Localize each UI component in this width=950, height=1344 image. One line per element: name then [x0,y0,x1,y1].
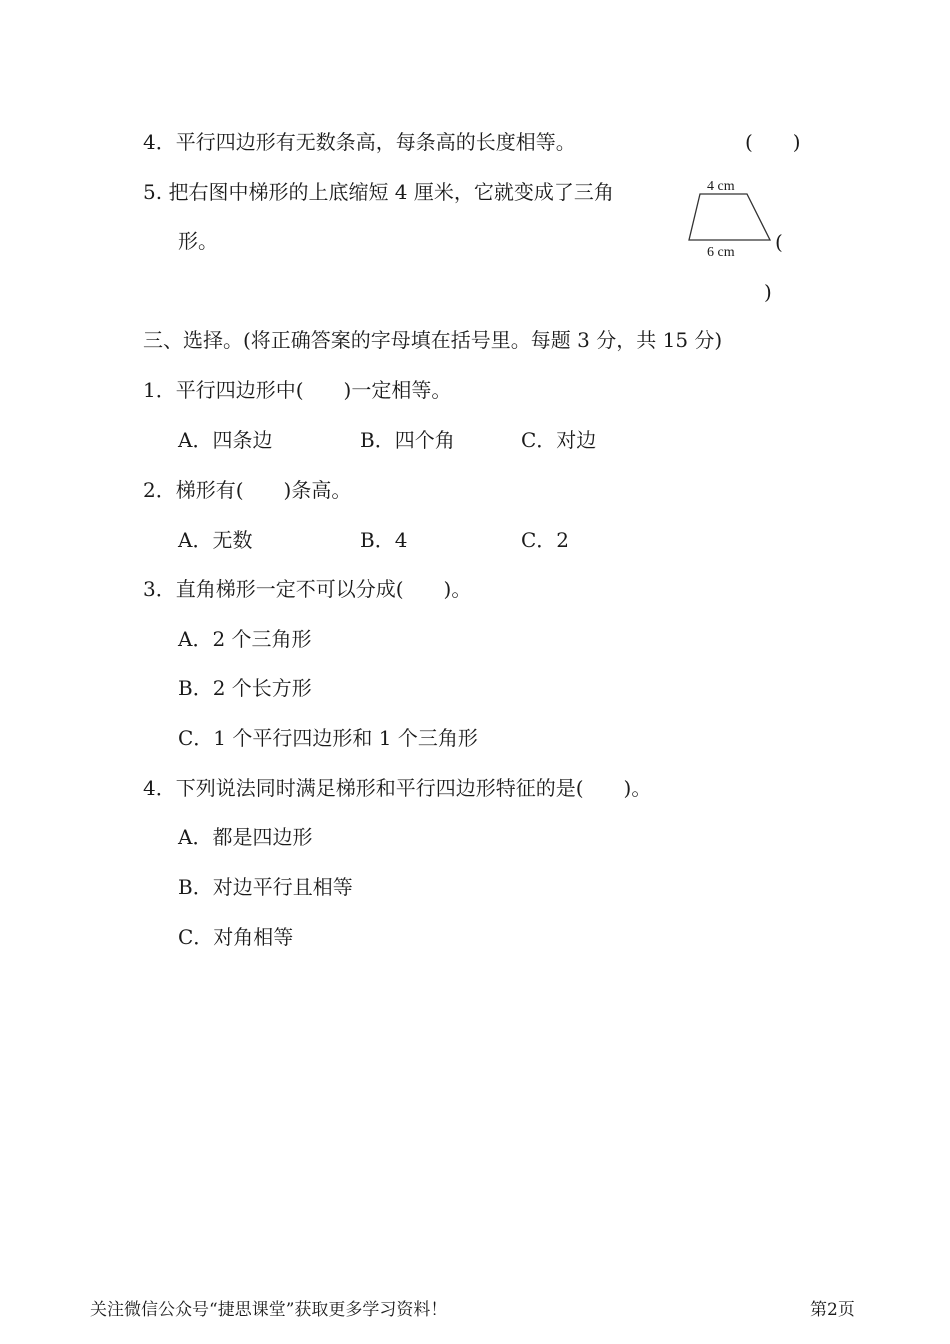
choice-q1-option-b[interactable]: B．四个角 [360,428,455,452]
trapezoid-top-label: 4 cm [707,179,735,194]
choice-q1-option-a[interactable]: A．四条边 [178,428,273,452]
choice-q2-option-b[interactable]: B．4 [360,528,408,552]
trapezoid-bottom-label: 6 cm [707,245,735,260]
footer-promo-text: 关注微信公众号“捷思课堂”获取更多学习资料！ [90,1300,448,1320]
choice-q3-option-c[interactable]: C．1 个平行四边形和 1 个三角形 [178,726,478,750]
choice-q4-stem: 4．下列说法同时满足梯形和平行四边形特征的是( )。 [143,776,652,800]
choice-q2-option-c[interactable]: C．2 [521,528,570,552]
choice-q2-stem: 2．梯形有( )条高。 [143,478,352,502]
choice-q3-stem: 3．直角梯形一定不可以分成( )。 [143,577,472,601]
choice-q3-option-b[interactable]: B．2 个长方形 [178,676,312,700]
choice-q3-option-a[interactable]: A．2 个三角形 [178,627,312,651]
trapezoid-figure [680,172,780,264]
choice-q4-option-c[interactable]: C．对角相等 [178,925,294,949]
choice-q2-option-a[interactable]: A．无数 [178,528,253,552]
page-number: 第2页 [810,1300,855,1320]
choice-q4-option-b[interactable]: B．对边平行且相等 [178,875,353,899]
judge-q4-text: 4．平行四边形有无数条高，每条高的长度相等。 [143,130,576,154]
trapezoid-shape [689,194,770,240]
section3-heading: 三、选择。(将正确答案的字母填在括号里。每题 3 分，共 15 分) [143,328,723,352]
judge-q5-paren-open[interactable]: ( [775,230,783,254]
choice-q1-stem: 1．平行四边形中( )一定相等。 [143,378,452,402]
choice-q4-option-a[interactable]: A．都是四边形 [178,825,313,849]
judge-q5-text-line2: 形。 [178,229,218,253]
choice-q1-option-c[interactable]: C．对边 [521,428,597,452]
judge-q5-text-line1: 5. 把右图中梯形的上底缩短 4 厘米，它就变成了三角 [143,180,614,204]
judge-q4-answer-paren[interactable]: ( ) [745,130,801,154]
judge-q5-paren-close[interactable]: ) [764,280,772,304]
